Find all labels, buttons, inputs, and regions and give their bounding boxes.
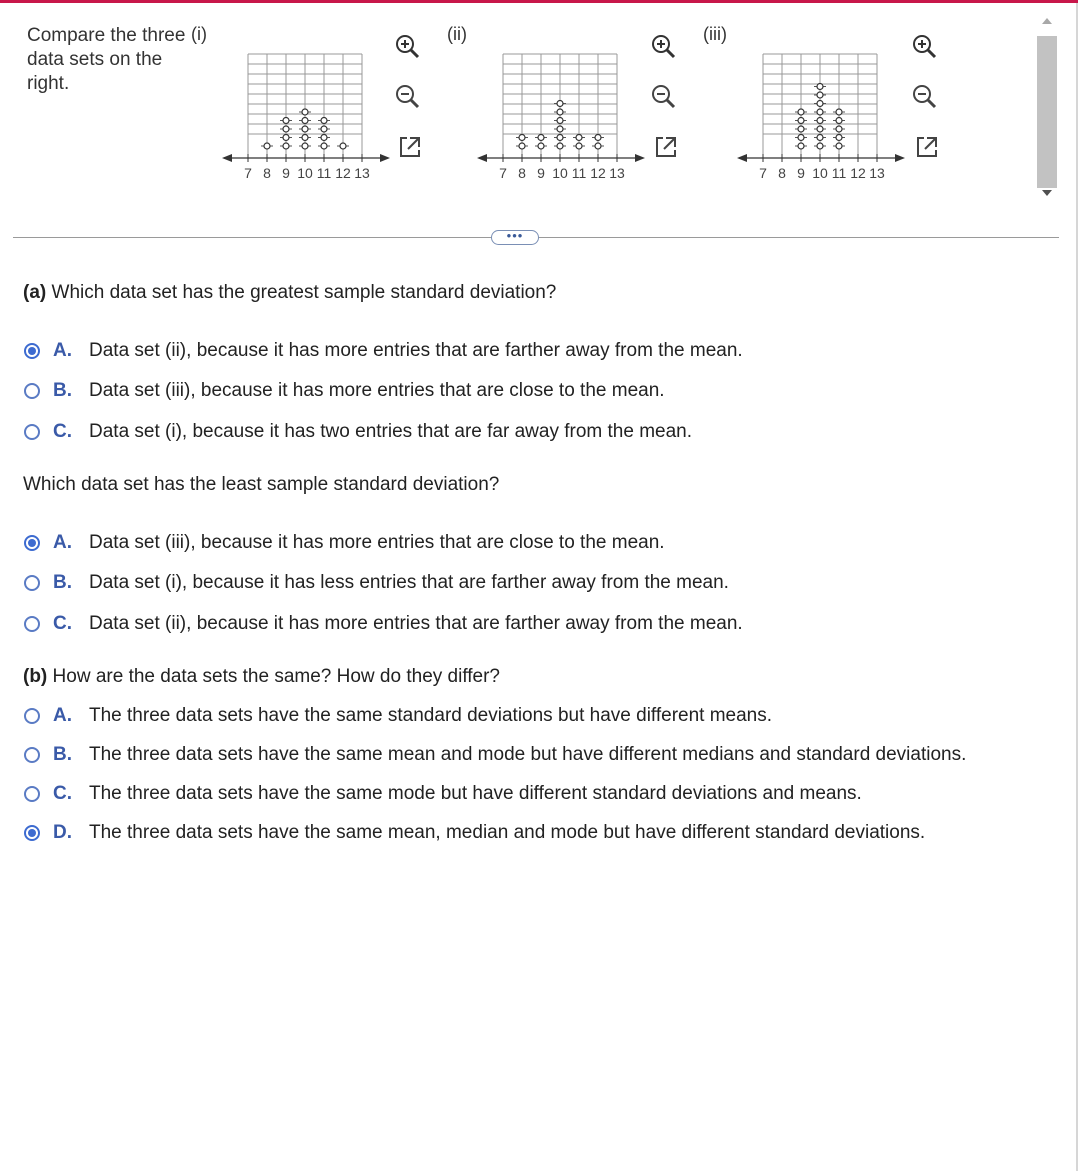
- option-a-greatest-B[interactable]: [24, 379, 665, 403]
- data-dot: [302, 109, 308, 115]
- option-letter: A.: [53, 532, 72, 553]
- data-dot: [557, 118, 563, 124]
- axis-arrow-right: [380, 154, 390, 162]
- radio-button[interactable]: [24, 747, 40, 763]
- scroll-up-arrow-icon[interactable]: [1042, 18, 1052, 24]
- option-text: The three data sets have the same standard deviations but have different means.: [89, 705, 773, 726]
- data-dot: [595, 135, 601, 141]
- data-dot: [798, 126, 804, 132]
- axis-arrow-right: [635, 154, 645, 162]
- data-dot: [321, 118, 327, 124]
- data-dot: [798, 118, 804, 124]
- data-dot: [321, 126, 327, 132]
- tick-label: 9: [282, 165, 290, 181]
- tick-label: 10: [552, 165, 568, 181]
- data-dot: [283, 135, 289, 141]
- tick-label: 13: [354, 165, 370, 181]
- question-b-text: How are the data sets the same? How do they differ?: [52, 666, 501, 687]
- zoom-out-icon[interactable]: [911, 83, 937, 109]
- tick-label: 11: [316, 165, 332, 181]
- question-a-label: (a): [23, 282, 47, 303]
- data-dot: [798, 109, 804, 115]
- radio-button[interactable]: [24, 786, 40, 802]
- option-b-A[interactable]: [24, 704, 772, 728]
- option-text: The three data sets have the same mean, median and mode but have different standard deviations.: [89, 822, 926, 843]
- radio-button[interactable]: [24, 424, 40, 440]
- option-letter: C.: [53, 613, 72, 634]
- zoom-out-icon[interactable]: [394, 83, 420, 109]
- tick-label: 12: [590, 165, 606, 181]
- axis-arrow-left: [737, 154, 747, 162]
- option-text: Data set (iii), because it has more entries that are close to the mean.: [89, 380, 665, 401]
- radio-button[interactable]: [24, 825, 40, 841]
- data-dot: [283, 126, 289, 132]
- question-b-label: (b): [23, 666, 48, 687]
- data-dot: [798, 143, 804, 149]
- data-dot: [817, 143, 823, 149]
- option-letter: A.: [53, 705, 72, 726]
- question-b: [23, 666, 500, 688]
- tick-label: 7: [759, 165, 767, 181]
- dot-plot-ii: [477, 48, 645, 188]
- data-dot: [817, 101, 823, 107]
- zoom-in-icon[interactable]: [911, 33, 937, 59]
- dataset-label-i: (i): [191, 24, 207, 44]
- top-accent-bar: [0, 0, 1078, 3]
- tick-label: 7: [499, 165, 507, 181]
- popout-icon[interactable]: [914, 134, 940, 160]
- tick-label: 9: [537, 165, 545, 181]
- radio-button[interactable]: [24, 616, 40, 632]
- option-letter: B.: [53, 744, 72, 765]
- question-a-text: Which data set has the greatest sample standard deviation?: [51, 282, 557, 303]
- axis-arrow-left: [222, 154, 232, 162]
- data-dot: [836, 109, 842, 115]
- option-text: The three data sets have the same mode but have different standard deviations and means.: [89, 783, 862, 804]
- data-dot: [283, 143, 289, 149]
- data-dot: [576, 143, 582, 149]
- data-dot: [302, 118, 308, 124]
- data-dot: [283, 118, 289, 124]
- zoom-in-icon[interactable]: [394, 33, 420, 59]
- radio-button[interactable]: [24, 383, 40, 399]
- option-a-least-B[interactable]: [24, 571, 729, 595]
- option-letter: D.: [53, 822, 72, 843]
- option-letter: B.: [53, 380, 72, 401]
- option-text: Data set (ii), because it has more entries that are farther away from the mean.: [89, 613, 743, 634]
- tick-label: 9: [797, 165, 805, 181]
- option-letter: C.: [53, 421, 72, 442]
- tick-label: 8: [263, 165, 271, 181]
- data-dot: [836, 135, 842, 141]
- tick-label: 13: [609, 165, 625, 181]
- option-a-least-C[interactable]: [24, 612, 743, 636]
- option-letter: B.: [53, 572, 72, 593]
- data-dot: [576, 135, 582, 141]
- data-dot: [302, 143, 308, 149]
- option-text: Data set (iii), because it has more entries that are close to the mean.: [89, 532, 665, 553]
- data-dot: [557, 101, 563, 107]
- data-dot: [817, 84, 823, 90]
- data-dot: [817, 109, 823, 115]
- tick-label: 12: [850, 165, 866, 181]
- data-dot: [302, 126, 308, 132]
- axis-arrow-left: [477, 154, 487, 162]
- option-a-greatest-A[interactable]: [24, 339, 743, 363]
- dot-plot-iii: [737, 48, 905, 188]
- option-text: The three data sets have the same mean and mode but have different medians and standard deviations.: [89, 744, 967, 765]
- dot-plot-svg: [222, 48, 390, 188]
- dot-plot-svg: [477, 48, 645, 188]
- radio-button[interactable]: [24, 575, 40, 591]
- option-letter: A.: [53, 340, 72, 361]
- zoom-in-icon[interactable]: [650, 33, 676, 59]
- data-dot: [817, 126, 823, 132]
- data-dot: [538, 143, 544, 149]
- data-dot: [836, 143, 842, 149]
- data-dot: [557, 143, 563, 149]
- radio-button[interactable]: [24, 708, 40, 724]
- data-dot: [519, 135, 525, 141]
- option-text: Data set (ii), because it has more entries that are farther away from the mean.: [89, 340, 743, 361]
- data-dot: [264, 143, 270, 149]
- option-text: Data set (i), because it has two entries that are far away from the mean.: [89, 421, 692, 442]
- axis-arrow-right: [895, 154, 905, 162]
- data-dot: [798, 135, 804, 141]
- radio-button[interactable]: [24, 535, 40, 551]
- tick-label: 10: [812, 165, 828, 181]
- intro-text: Compare the three data sets on the right.: [27, 25, 186, 94]
- option-b-B[interactable]: [24, 743, 966, 767]
- option-a-greatest-C[interactable]: [24, 420, 692, 444]
- data-dot: [321, 135, 327, 141]
- data-dot: [817, 118, 823, 124]
- data-dot: [557, 135, 563, 141]
- tick-label: 12: [335, 165, 351, 181]
- question-a2-text: Which data set has the least sample standard deviation?: [23, 474, 500, 495]
- data-dot: [557, 126, 563, 132]
- data-dot: [836, 126, 842, 132]
- popout-icon[interactable]: [653, 134, 679, 160]
- data-dot: [321, 143, 327, 149]
- dataset-label-ii: (ii): [447, 24, 467, 44]
- data-dot: [519, 143, 525, 149]
- option-b-C[interactable]: [24, 782, 862, 806]
- tick-label: 10: [297, 165, 313, 181]
- data-dot: [538, 135, 544, 141]
- dataset-label-iii: (iii): [703, 24, 727, 44]
- data-dot: [836, 118, 842, 124]
- option-text: Data set (i), because it has less entries that are farther away from the mean.: [89, 572, 729, 593]
- data-dot: [302, 135, 308, 141]
- scroll-down-arrow-icon[interactable]: [1042, 190, 1052, 196]
- scroll-thumb[interactable]: [1037, 36, 1057, 188]
- tick-label: 13: [869, 165, 885, 181]
- data-dot: [557, 109, 563, 115]
- tick-label: 8: [778, 165, 786, 181]
- dot-plot-i: [222, 48, 390, 188]
- data-dot: [817, 92, 823, 98]
- plot-scrollbar[interactable]: [1036, 12, 1058, 204]
- data-dot: [340, 143, 346, 149]
- dot-plot-svg: [737, 48, 905, 188]
- radio-button[interactable]: [24, 343, 40, 359]
- tick-label: 8: [518, 165, 526, 181]
- expand-toggle-button[interactable]: •••: [491, 230, 539, 245]
- tick-label: 11: [571, 165, 587, 181]
- tick-label: 11: [831, 165, 847, 181]
- zoom-out-icon[interactable]: [650, 83, 676, 109]
- option-letter: C.: [53, 783, 72, 804]
- option-b-D[interactable]: [24, 821, 925, 845]
- popout-icon[interactable]: [397, 134, 423, 160]
- tick-label: 7: [244, 165, 252, 181]
- option-a-least-A[interactable]: [24, 531, 665, 555]
- question-a: [23, 282, 556, 304]
- data-dot: [595, 143, 601, 149]
- data-dot: [817, 135, 823, 141]
